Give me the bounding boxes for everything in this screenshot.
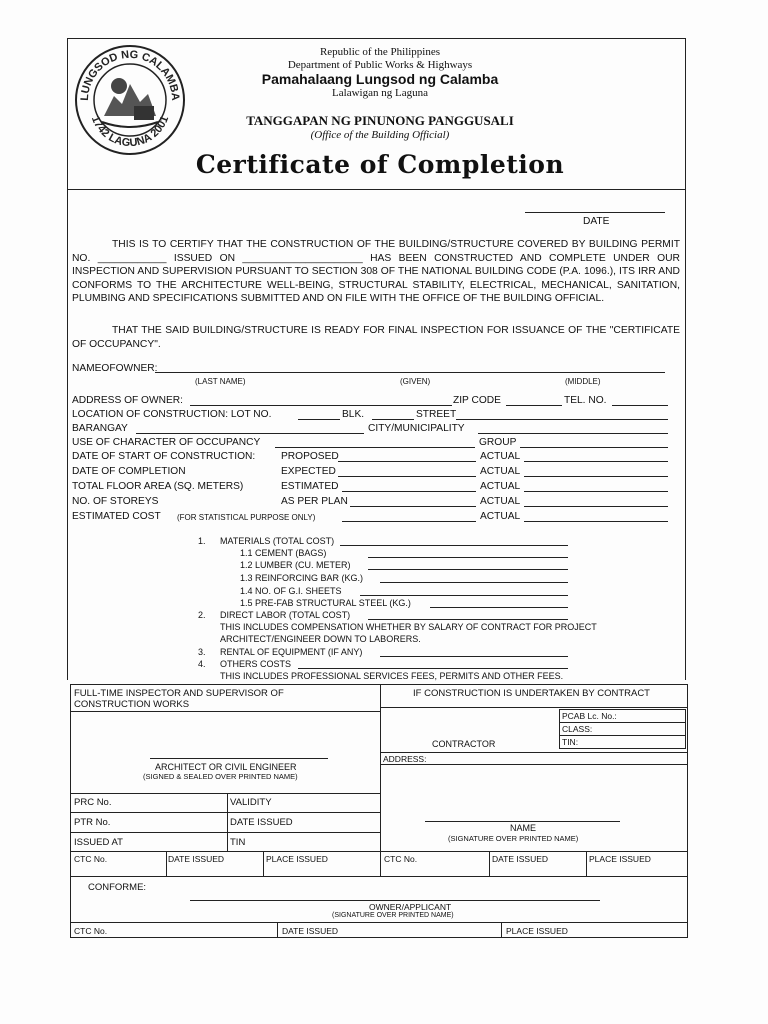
architect-tin-label: TIN: [230, 837, 246, 848]
given-name-caption: (GIVEN): [400, 377, 431, 386]
rebar-label: 1.3 REINFORCING BAR (KG.): [240, 573, 364, 583]
table-divider: [263, 851, 264, 876]
steel-label: 1.5 PRE-FAB STRUCTURAL STEEL (KG.): [240, 598, 411, 608]
estimated-cost-field[interactable]: [342, 521, 476, 522]
table-divider: [489, 851, 490, 876]
class-label: CLASS:: [562, 724, 593, 734]
owner-signature-line[interactable]: [190, 900, 600, 901]
proposed-label: PROPOSED: [281, 451, 339, 462]
inspection-paragraph: THAT THE SAID BUILDING/STRUCTURE IS READY FOR FINAL INSPECTION FOR ISSUANCE OF THE "CERTIFICATE OF OCCUPANCY".: [72, 325, 680, 350]
group-field[interactable]: [520, 447, 668, 448]
contractor-signature-note: (SIGNATURE OVER PRINTED NAME): [448, 834, 579, 843]
table-rule: [380, 752, 688, 753]
contractor-signature-line[interactable]: [425, 821, 620, 822]
cement-label: 1.1 CEMENT (BAGS): [240, 548, 327, 558]
middle-name-caption: (MIDDLE): [565, 377, 601, 386]
tel-field[interactable]: [612, 405, 668, 406]
architect-signature-line[interactable]: [150, 758, 328, 759]
cost-item-4-number: 4.: [198, 659, 206, 669]
zip-field[interactable]: [506, 405, 562, 406]
floor-actual-label: ACTUAL: [480, 481, 521, 492]
table-rule: [70, 922, 688, 923]
conforme-label: CONFORME:: [88, 882, 147, 893]
lumber-field[interactable]: [368, 569, 568, 570]
cost-item-1-number: 1.: [198, 536, 206, 546]
owner-applicant-label: OWNER/APPLICANT: [369, 902, 452, 912]
steel-field[interactable]: [430, 607, 568, 608]
architect-ctc-label: CTC No.: [74, 854, 108, 864]
blk-field[interactable]: [372, 419, 414, 420]
svg-text:1742 LAGUNA 2001: [89, 114, 171, 149]
architect-ctc-date-label: DATE ISSUED: [168, 854, 225, 864]
owner-ctc-label: CTC No.: [74, 926, 108, 936]
province-text: Lalawigan ng Laguna: [332, 87, 428, 99]
seal-bottom-text: 1742 LAGUNA 2001: [88, 114, 172, 150]
city-seal-icon: [74, 44, 186, 156]
cost-actual-field[interactable]: [524, 521, 668, 522]
labor-field[interactable]: [368, 619, 568, 620]
seal-top-text: LUNGSOD NG CALAMBA: [78, 48, 182, 102]
table-rule: [70, 711, 380, 712]
contract-header: IF CONSTRUCTION IS UNDERTAKEN BY CONTRACT: [413, 688, 650, 699]
owner-name-field[interactable]: [155, 372, 665, 373]
estimated-cost-label: ESTIMATED COST: [72, 511, 161, 522]
cost-item-2-number: 2.: [198, 610, 206, 620]
estimated-cost-note: (FOR STATISTICAL PURPOSE ONLY): [177, 513, 316, 522]
rental-label: RENTAL OF EQUIPMENT (IF ANY): [220, 647, 363, 657]
group-label: GROUP: [479, 437, 517, 448]
table-rule: [70, 851, 688, 852]
owner-name-label: NAMEOFOWNER:: [72, 363, 158, 374]
issued-at-label: ISSUED AT: [74, 837, 123, 848]
estimated-field[interactable]: [342, 491, 476, 492]
start-label: DATE OF START OF CONSTRUCTION:: [72, 451, 256, 462]
lot-field[interactable]: [298, 419, 340, 420]
table-divider: [380, 684, 381, 876]
contractor-tin-label: TIN:: [562, 737, 579, 747]
table-divider: [501, 922, 502, 938]
certification-paragraph: THIS IS TO CERTIFY THAT THE CONSTRUCTION OF THE BUILDING/STRUCTURE COVERED BY BUILDING PERMIT NO. ____________ ISSUED ON _____________________ HAS BEEN CONSTRUCTED AND COMPLETE UNDER OUR INSPECTION AND SUPERVISION PURSUANT TO SECTION 308 OF THE NATIONAL BUILDING CODE (P.A. 1096.), ITS IRR AND CONFORMS TO THE ARCHITECTURE WELL-BEING, STRUCTURAL STABILITY, ELECTRICAL, MECHANICAL, SANITATION, PLUMBING AND SPECIFICATIONS SUBMITTED AND ON FILE WITH THE OFFICE OF THE BUILDING OFFICIAL.: [72, 239, 680, 304]
materials-field[interactable]: [340, 545, 568, 546]
contractor-ctc-label: CTC No.: [384, 854, 418, 864]
last-name-caption: (LAST NAME): [195, 377, 246, 386]
cost-item-3-number: 3.: [198, 647, 206, 657]
department-text: Department of Public Works & Highways: [287, 59, 473, 71]
as-per-plan-field[interactable]: [350, 506, 476, 507]
table-divider: [166, 851, 167, 876]
lumber-label: 1.2 LUMBER (CU. METER): [240, 560, 351, 570]
labor-note-2: ARCHITECT/ENGINEER DOWN TO LABORERS.: [220, 634, 421, 644]
city-government-text: Pamahalaang Lungsod ng Calamba: [261, 71, 499, 87]
owner-ctc-date-label: DATE ISSUED: [282, 926, 339, 936]
date-line[interactable]: [525, 212, 665, 213]
cement-field[interactable]: [368, 557, 568, 558]
architect-signed-note: (SIGNED & SEALED OVER PRINTED NAME): [143, 772, 298, 781]
barangay-field[interactable]: [136, 433, 364, 434]
table-divider: [586, 851, 587, 876]
pcab-label: PCAB Lc. No.:: [562, 711, 617, 721]
zip-label: ZIP CODE: [453, 395, 501, 406]
others-field[interactable]: [298, 668, 568, 669]
floor-actual-field[interactable]: [524, 491, 668, 492]
contractor-address-label: ADDRESS:: [383, 754, 427, 764]
owner-signature-note: (SIGNATURE OVER PRINTED NAME): [332, 912, 454, 919]
contractor-name-label: NAME: [510, 823, 537, 833]
inspector-header-2: CONSTRUCTION WORKS: [74, 699, 190, 710]
start-actual-field[interactable]: [524, 461, 668, 462]
completion-actual-label: ACTUAL: [480, 466, 521, 477]
contractor-label: CONTRACTOR: [432, 739, 496, 749]
table-rule: [70, 876, 688, 877]
completion-label: DATE OF COMPLETION: [72, 466, 186, 477]
labor-label: DIRECT LABOR (TOTAL COST): [220, 610, 351, 620]
office-tagalog-text: TANGGAPAN NG PINUNONG PANGGUSALI: [246, 113, 514, 128]
blk-label: BLK.: [342, 409, 365, 420]
ptr-label: PTR No.: [74, 817, 111, 828]
contractor-ctc-date-label: DATE ISSUED: [492, 854, 549, 864]
address-field[interactable]: [190, 405, 452, 406]
storeys-label: NO. OF STOREYS: [72, 496, 159, 507]
street-label: STREET: [416, 409, 457, 420]
rebar-field[interactable]: [380, 582, 568, 583]
start-actual-label: ACTUAL: [480, 451, 521, 462]
materials-label: MATERIALS (TOTAL COST): [220, 536, 335, 546]
estimated-label: ESTIMATED: [281, 481, 339, 492]
as-per-plan-label: AS PER PLAN: [281, 496, 348, 507]
certificate-title: Certificate of Completion: [195, 150, 565, 179]
contractor-ctc-place-label: PLACE ISSUED: [589, 854, 651, 864]
cost-actual-label: ACTUAL: [480, 511, 521, 522]
storeys-actual-field[interactable]: [524, 506, 668, 507]
table-rule: [380, 764, 688, 765]
proposed-field[interactable]: [338, 461, 476, 462]
location-label: LOCATION OF CONSTRUCTION: LOT NO.: [72, 409, 272, 420]
table-rule: [70, 812, 380, 813]
prc-label: PRC No.: [74, 797, 112, 808]
table-rule: [380, 707, 688, 708]
completion-actual-field[interactable]: [524, 476, 668, 477]
table-rule: [559, 722, 686, 723]
owner-ctc-place-label: PLACE ISSUED: [506, 926, 568, 936]
others-label: OTHERS COSTS: [220, 659, 292, 669]
use-field[interactable]: [275, 447, 475, 448]
table-rule: [70, 832, 380, 833]
tel-label: TEL. NO.: [564, 395, 607, 406]
city-label: CITY/MUNICIPALITY: [368, 423, 465, 434]
table-rule: [70, 793, 380, 794]
others-note: THIS INCLUDES PROFESSIONAL SERVICES FEES, PERMITS AND OTHER FEES.: [220, 671, 564, 681]
architect-ctc-place-label: PLACE ISSUED: [266, 854, 328, 864]
expected-label: EXPECTED: [281, 466, 336, 477]
table-divider: [227, 793, 228, 851]
labor-note-1: THIS INCLUDES COMPENSATION WHETHER BY SALARY OF CONTRACT FOR PROJECT: [220, 622, 597, 632]
date-label: DATE: [583, 216, 610, 227]
ptr-date-issued-label: DATE ISSUED: [230, 817, 293, 828]
use-label: USE OF CHARACTER OF OCCUPANCY: [72, 437, 261, 448]
validity-label: VALIDITY: [230, 797, 272, 808]
barangay-label: BARANGAY: [72, 423, 128, 434]
floor-area-label: TOTAL FLOOR AREA (SQ. METERS): [72, 481, 244, 492]
rental-field[interactable]: [380, 656, 568, 657]
city-field[interactable]: [478, 433, 668, 434]
gi-sheets-label: 1.4 NO. OF G.I. SHEETS: [240, 586, 342, 596]
table-divider: [277, 922, 278, 938]
table-rule: [559, 735, 686, 736]
architect-label: ARCHITECT OR CIVIL ENGINEER: [155, 762, 297, 772]
office-english-text: (Office of the Building Official): [310, 129, 450, 141]
inspector-header-1: FULL-TIME INSPECTOR AND SUPERVISOR OF: [74, 688, 284, 699]
gi-sheets-field[interactable]: [360, 595, 568, 596]
republic-text: Republic of the Philippines: [319, 46, 441, 58]
address-label: ADDRESS OF OWNER:: [72, 395, 183, 406]
storeys-actual-label: ACTUAL: [480, 496, 521, 507]
expected-field[interactable]: [338, 476, 476, 477]
street-field[interactable]: [456, 419, 668, 420]
